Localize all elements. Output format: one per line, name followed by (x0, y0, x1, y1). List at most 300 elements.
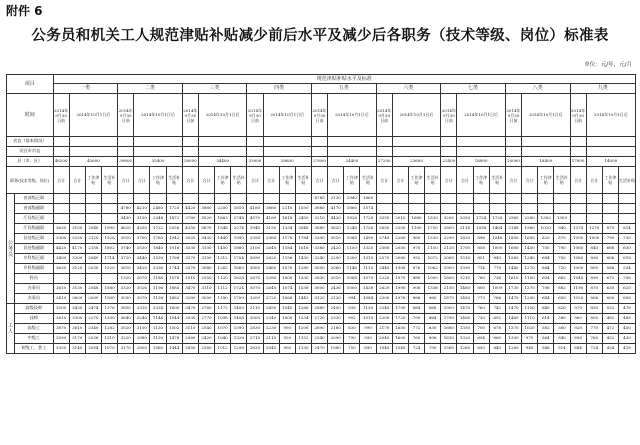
value-cell: 2060 (328, 264, 344, 274)
row-label: 科员 (15, 274, 53, 284)
value-cell (586, 137, 635, 147)
value-cell: 1490 (360, 234, 376, 244)
value-cell: 3640 (118, 314, 134, 324)
value-cell: 1336 (150, 264, 166, 274)
value-cell: 2800 (134, 344, 150, 354)
value-cell: 2748 (231, 214, 247, 224)
value-cell (457, 147, 505, 157)
value-cell: 3330 (182, 314, 198, 324)
value-cell: 1310 (360, 254, 376, 264)
value-cell: 1370 (522, 284, 538, 294)
value-cell: 3400 (53, 254, 69, 264)
value-cell: 800 (473, 284, 489, 294)
value-cell: 1460 (505, 314, 521, 324)
header-time: 时间 (7, 94, 54, 137)
value-cell: 970 (408, 244, 424, 254)
value-cell: 1100 (408, 224, 424, 234)
value-cell: 3390 (312, 234, 328, 244)
value-cell: 2290 (441, 234, 457, 244)
table-row (7, 304, 636, 314)
value-cell (457, 194, 473, 204)
value-cell (263, 137, 311, 147)
value-cell: 1260 (457, 344, 473, 354)
value-cell: 2050 (392, 244, 408, 254)
value-cell: 890 (360, 344, 376, 354)
value-cell (570, 137, 586, 147)
value-cell (69, 147, 117, 157)
value-cell: 1728 (489, 214, 505, 224)
value-cell: 1862 (166, 294, 182, 304)
value-cell (328, 137, 376, 147)
value-cell: 800 (586, 314, 602, 324)
sub-header: 合计 (328, 167, 344, 194)
value-cell (312, 137, 328, 147)
value-cell: 766 (489, 294, 505, 304)
row-label: 县处级正职 (15, 234, 53, 244)
value-cell (247, 147, 263, 157)
value-cell: 1266 (295, 304, 311, 314)
value-cell: 1700 (457, 244, 473, 254)
value-cell: 1942 (166, 234, 182, 244)
value-cell (247, 194, 263, 204)
value-cell: 2230 (263, 324, 279, 334)
value-cell: 2570 (376, 254, 392, 264)
value-cell: 2170 (376, 324, 392, 334)
value-cell: 1088 (344, 234, 360, 244)
value-cell: 3610 (69, 324, 85, 334)
value-cell: 1916 (166, 244, 182, 254)
value-cell: 1704 (231, 254, 247, 264)
value-cell: 1374 (570, 224, 586, 234)
value-cell (53, 214, 69, 224)
value-cell (376, 204, 392, 214)
before-date: 2014年9月30日前 (182, 94, 198, 137)
value-cell: 3000 (247, 314, 263, 324)
sub-header: 工作津贴 (344, 167, 360, 194)
value-cell: 1450 (457, 294, 473, 304)
value-cell: 540 (554, 334, 570, 344)
value-cell: 1730 (505, 284, 521, 294)
value-cell: 1262 (215, 264, 231, 274)
table-row (7, 75, 636, 84)
value-cell: 39600 (118, 157, 134, 167)
sub-header: 工作津贴 (473, 167, 489, 194)
value-cell: 2360 (198, 344, 214, 354)
value-cell: 452 (602, 334, 618, 344)
value-cell (586, 147, 635, 157)
value-cell: 3200 (69, 254, 85, 264)
value-cell (312, 147, 328, 157)
value-cell: 2720 (263, 294, 279, 304)
value-cell: 2350 (392, 224, 408, 234)
value-cell: 4210 (134, 204, 150, 214)
value-cell: 896 (473, 234, 489, 244)
value-cell: 1870 (441, 294, 457, 304)
value-cell: 870 (602, 224, 618, 234)
value-cell: 2220 (376, 274, 392, 284)
section-label: 工人 (7, 304, 15, 354)
value-cell: 884 (408, 304, 424, 314)
value-cell: 898 (570, 334, 586, 344)
value-cell: 1990 (231, 234, 247, 244)
value-cell: 4620 (118, 224, 134, 234)
value-cell: 706 (538, 284, 554, 294)
value-cell: 1800 (441, 274, 457, 284)
value-cell: 18400 (522, 157, 570, 167)
value-cell (118, 147, 134, 157)
value-cell: 1900 (441, 304, 457, 314)
value-cell: 1248 (344, 224, 360, 234)
value-cell: 588 (602, 264, 618, 274)
value-cell: 24400 (328, 157, 376, 167)
value-cell: 3080 (198, 264, 214, 274)
value-cell (134, 147, 182, 157)
value-cell: 1070 (215, 324, 231, 334)
standards-table (6, 74, 636, 442)
value-cell (134, 137, 182, 147)
value-cell: 890 (586, 254, 602, 264)
value-cell: 3100 (134, 324, 150, 334)
header-duty: 职务(技术等级、岗位) (7, 167, 54, 194)
value-cell: 2280 (263, 274, 279, 284)
value-cell (69, 204, 85, 214)
sub-header: 生活补贴 (231, 167, 247, 194)
sub-header: 合计 (182, 167, 198, 194)
value-cell: 3110 (247, 304, 263, 314)
row-label: 高级工 (15, 324, 53, 334)
value-cell (198, 137, 246, 147)
value-cell (473, 204, 489, 214)
value-cell: 760 (473, 274, 489, 284)
value-cell: 1802 (101, 244, 117, 254)
value-cell: 1074 (279, 284, 295, 294)
value-cell (279, 194, 295, 204)
value-cell: 1110 (360, 264, 376, 274)
value-cell: 1280 (295, 264, 311, 274)
value-cell: 1070 (101, 344, 117, 354)
value-cell (392, 147, 440, 157)
value-cell: 644 (538, 294, 554, 304)
before-date: 2014年9月30日前 (312, 94, 328, 137)
sub-header: 生活补贴 (295, 167, 311, 194)
value-cell: 1450 (215, 244, 231, 254)
value-cell: 2960 (505, 214, 521, 224)
value-cell: 3380 (312, 244, 328, 254)
value-cell: 1009 (489, 284, 505, 294)
value-cell (441, 194, 457, 204)
value-cell: 970 (522, 334, 538, 344)
value-cell: 790 (408, 314, 424, 324)
value-cell: 3850 (118, 304, 134, 314)
category-header: 九类 (570, 84, 636, 94)
category-header: 一类 (53, 84, 118, 94)
value-cell: 1000 (586, 234, 602, 244)
value-cell: 3310 (134, 304, 150, 314)
value-cell (602, 194, 618, 204)
value-cell: 1090 (570, 234, 586, 244)
value-cell: 2558 (166, 224, 182, 234)
value-cell: 3410 (53, 294, 69, 304)
value-cell: 1020 (522, 324, 538, 334)
value-cell: 1150 (425, 244, 441, 254)
value-cell: 720 (554, 264, 570, 274)
value-cell: 773 (473, 294, 489, 304)
value-cell (53, 137, 69, 147)
value-cell: 2670 (247, 274, 263, 284)
value-cell: 580 (554, 314, 570, 324)
value-cell: 2940 (344, 194, 360, 204)
value-cell: 850 (586, 304, 602, 314)
value-cell: 3120 (69, 264, 85, 274)
value-cell: 3440 (134, 254, 150, 264)
table-row (7, 334, 636, 344)
value-cell: 1700 (231, 294, 247, 304)
value-cell: 1130 (150, 324, 166, 334)
value-cell: 1060 (570, 244, 586, 254)
value-cell (134, 194, 150, 204)
value-cell: 700 (473, 324, 489, 334)
value-cell: 760 (586, 334, 602, 344)
value-cell (473, 194, 489, 204)
value-cell (618, 194, 635, 204)
value-cell: 930 (360, 334, 376, 344)
value-cell: 660 (489, 334, 505, 344)
value-cell: 866 (408, 294, 424, 304)
value-cell (602, 204, 618, 214)
row-label: 中级工 (15, 334, 53, 344)
value-cell: 618 (618, 254, 635, 264)
sub-header: 合计 (118, 167, 134, 194)
value-cell: 3350 (53, 344, 69, 354)
value-cell: 1408 (231, 314, 247, 324)
value-cell: 1078 (279, 264, 295, 274)
value-cell (425, 194, 441, 204)
value-cell: 1152 (295, 334, 311, 344)
value-cell: 22400 (441, 157, 457, 167)
value-cell: 1714 (101, 254, 117, 264)
value-cell: 1928 (101, 234, 117, 244)
value-cell (505, 137, 521, 147)
value-cell (408, 204, 424, 214)
value-cell: 692 (489, 314, 505, 324)
value-cell: 1330 (101, 314, 117, 324)
value-cell: 2048 (85, 284, 101, 294)
value-cell: 840 (489, 254, 505, 264)
value-cell: 1464 (489, 224, 505, 234)
value-cell: 3530 (134, 244, 150, 254)
value-cell: 3070 (247, 284, 263, 294)
value-cell (425, 204, 441, 214)
value-cell: 640 (489, 344, 505, 354)
table-row (7, 94, 636, 137)
value-cell: 3430 (198, 234, 214, 244)
sub-header: 工作津贴 (150, 167, 166, 194)
after-date: 2014年10月1日后 (457, 94, 505, 137)
value-cell: 678 (489, 324, 505, 334)
value-cell: 830 (344, 324, 360, 334)
value-cell: 2130 (328, 194, 344, 204)
category-header: 六类 (376, 84, 441, 94)
value-cell (522, 194, 538, 204)
sub-header: 合计 (69, 167, 85, 194)
value-cell: 3150 (263, 224, 279, 234)
value-cell: 640 (538, 304, 554, 314)
sub-header: 合计 (134, 167, 150, 194)
value-cell: 2118 (457, 224, 473, 234)
table-row (7, 204, 636, 214)
value-cell: 1820 (457, 234, 473, 244)
value-cell (85, 274, 101, 284)
value-cell (198, 194, 214, 204)
value-cell: 2300 (376, 294, 392, 304)
value-cell: 3210 (312, 214, 328, 224)
value-cell: 1790 (392, 304, 408, 314)
value-cell: 2158 (85, 244, 101, 254)
value-cell: 4420 (182, 204, 198, 214)
value-cell: 2060 (441, 254, 457, 264)
value-cell: 3860 (198, 204, 214, 214)
value-cell: 1728 (360, 214, 376, 224)
value-cell: 4170 (69, 244, 85, 254)
sub-header: 生活补贴 (166, 167, 182, 194)
value-cell: 3000 (312, 284, 328, 294)
value-cell: 906 (408, 284, 424, 294)
value-cell: 3300 (53, 234, 69, 244)
value-cell: 688 (602, 244, 618, 254)
value-cell: 706 (618, 274, 635, 284)
value-cell: 1744 (166, 264, 182, 274)
value-cell (101, 274, 117, 284)
value-cell (570, 194, 586, 204)
value-cell: 1444 (166, 344, 182, 354)
value-cell: 630 (618, 244, 635, 254)
value-cell (118, 194, 134, 204)
sub-header: 生活补贴 (360, 167, 376, 194)
value-cell: 2250 (215, 204, 231, 214)
sub-header: 生活补贴 (101, 167, 117, 194)
value-cell: 2710 (247, 334, 263, 344)
value-cell: 1000 (570, 264, 586, 274)
value-cell: 1900 (101, 294, 117, 304)
value-cell: 1120 (215, 274, 231, 284)
value-cell: 2040 (85, 224, 101, 234)
row-label: 县处级副职 (15, 244, 53, 254)
value-cell: 4570 (247, 214, 263, 224)
value-cell: 2980 (134, 334, 150, 344)
sub-header: 合计 (53, 167, 69, 194)
value-cell: 770 (489, 264, 505, 274)
category-header: 八类 (505, 84, 570, 94)
value-cell: 2880 (312, 304, 328, 314)
value-cell: 920 (279, 334, 295, 344)
after-date: 2014年10月1日后 (263, 94, 311, 137)
value-cell: 1720 (392, 314, 408, 324)
value-cell: 14000 (586, 157, 635, 167)
value-cell: 1726 (360, 224, 376, 234)
value-cell: 1850 (505, 234, 521, 244)
value-cell: 3220 (118, 334, 134, 344)
value-cell: 3720 (118, 254, 134, 264)
value-cell: 2800 (441, 224, 457, 234)
value-cell: 27600 (312, 157, 328, 167)
value-cell: 606 (602, 254, 618, 264)
sub-header: 合计 (263, 167, 279, 194)
value-cell (392, 137, 440, 147)
value-cell: 840 (586, 244, 602, 254)
value-cell: 3940 (247, 224, 263, 234)
sub-header: 合计 (441, 167, 457, 194)
value-cell: 1760 (150, 234, 166, 244)
value-cell (53, 274, 69, 284)
value-cell: 2110 (263, 334, 279, 344)
value-cell: 1720 (166, 204, 182, 214)
sub-header: 生活补贴 (489, 167, 505, 194)
value-cell: 1390 (457, 264, 473, 274)
value-cell (586, 214, 602, 224)
value-cell: 882 (554, 284, 570, 294)
value-cell: 3030 (118, 294, 134, 304)
row-label: 省直（基本情况） (7, 137, 54, 147)
row-label: 省部级正职 (15, 194, 53, 204)
value-cell (69, 137, 117, 147)
value-cell: 2850 (376, 224, 392, 234)
before-date: 2014年9月30日前 (376, 94, 392, 137)
value-cell: 1610 (441, 334, 457, 344)
value-cell: 28600 (263, 157, 311, 167)
value-cell: 1146 (344, 264, 360, 274)
value-cell: 2200 (376, 314, 392, 324)
value-cell: 990 (360, 324, 376, 334)
value-cell: 1334 (279, 224, 295, 234)
unit-note: 单位：元/年，元/月 (584, 62, 632, 68)
value-cell: 3670 (198, 224, 214, 234)
value-cell: 1048 (489, 234, 505, 244)
value-cell: 1200 (522, 294, 538, 304)
value-cell: 620 (618, 284, 635, 294)
value-cell: 1309 (554, 214, 570, 224)
value-cell: 902 (344, 314, 360, 324)
value-cell: 2850 (182, 344, 198, 354)
value-cell (53, 147, 69, 157)
value-cell: 3100 (247, 244, 263, 254)
value-cell: 2010 (328, 274, 344, 284)
value-cell: 3200 (441, 214, 457, 224)
sub-header: 生活补贴 (554, 167, 570, 194)
value-cell: 2580 (376, 244, 392, 254)
value-cell (166, 194, 182, 204)
value-cell: 880 (408, 274, 424, 284)
value-cell (376, 194, 392, 204)
value-cell: 2000 (85, 294, 101, 304)
value-cell: 1010 (360, 314, 376, 324)
category-header: 三类 (182, 84, 247, 94)
value-cell: 2470 (312, 344, 328, 354)
sub-header: 工作津贴 (408, 167, 424, 194)
value-cell: 3026 (134, 284, 150, 294)
value-cell: 1302 (538, 214, 554, 224)
value-cell: 750 (554, 254, 570, 264)
value-cell: 1270 (586, 224, 602, 234)
table-row (7, 264, 636, 274)
value-cell: 1008 (344, 274, 360, 284)
value-cell: 2450 (328, 304, 344, 314)
value-cell: 1020 (570, 294, 586, 304)
value-cell: 3150 (69, 224, 85, 234)
value-cell: 2420 (198, 334, 214, 344)
value-cell: 682 (554, 274, 570, 284)
value-cell: 970 (570, 304, 586, 314)
value-cell: 1976 (392, 294, 408, 304)
